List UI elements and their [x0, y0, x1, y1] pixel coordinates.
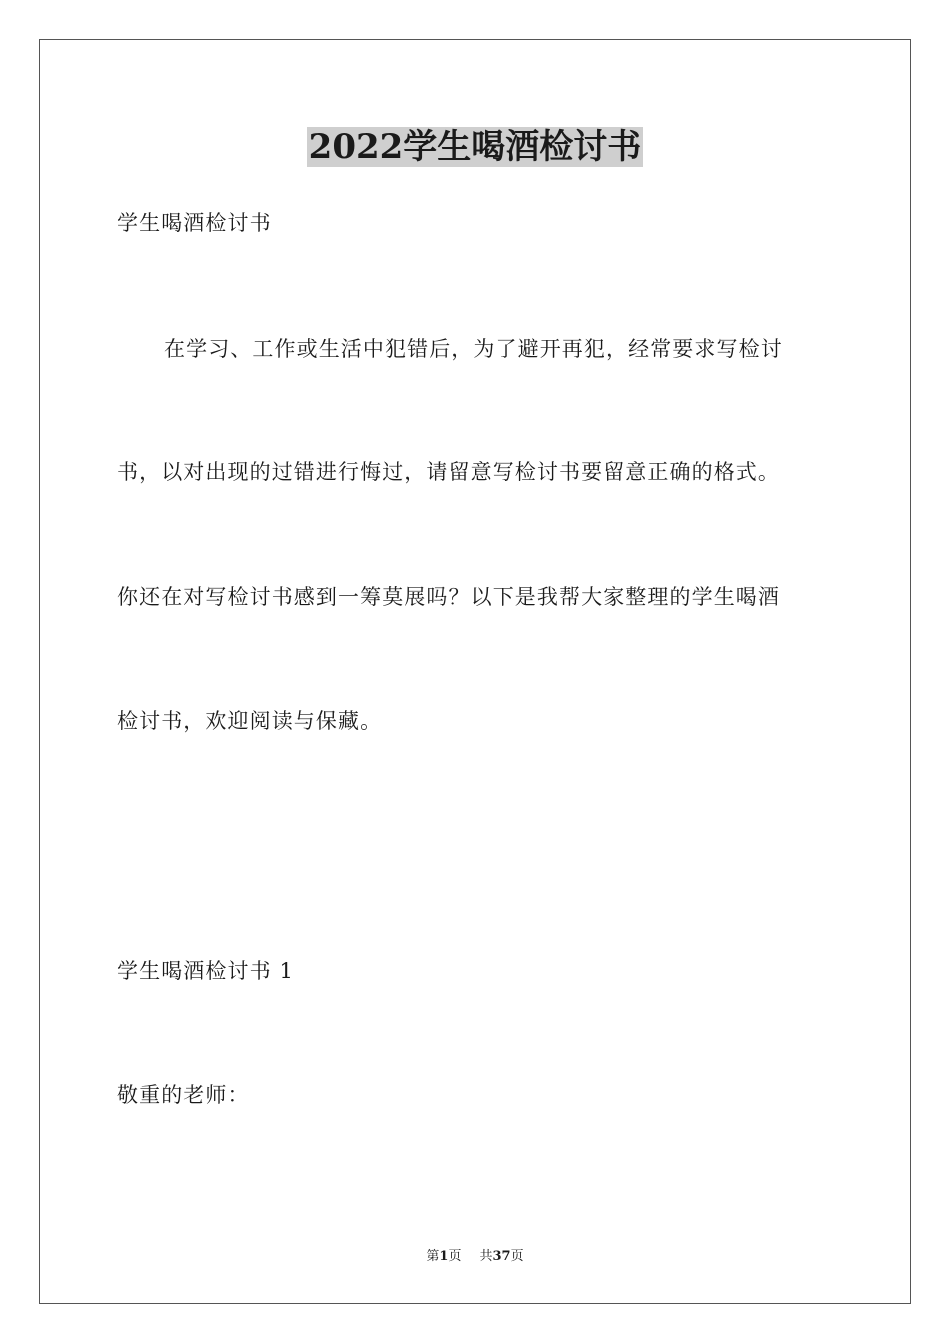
page-number-prefix: 第 [426, 1249, 440, 1264]
page-number-suffix: 页 [448, 1249, 462, 1264]
intro-paragraph-line-1: 在学习、工作或生活中犯错后，为了避开再犯，经常要求写检讨 [164, 337, 783, 361]
intro-paragraph-line-2: 书，以对出现的过错进行悔过，请留意写检讨书要留意正确的格式。 [117, 460, 780, 484]
page-number: 1 [439, 1249, 449, 1264]
section-heading: 学生喝酒检讨书 1 [117, 959, 294, 983]
salutation: 敬重的老师： [117, 1083, 250, 1107]
total-pages-suffix: 页 [510, 1249, 524, 1264]
document-title [0, 124, 950, 170]
document-title-text: 2022学生喝酒检讨书 [308, 127, 642, 167]
intro-paragraph-line-3: 你还在对写检讨书感到一筹莫展吗？以下是我帮大家整理的学生喝酒 [117, 585, 780, 609]
total-pages-prefix: 共 [479, 1249, 493, 1264]
document-subtitle: 学生喝酒检讨书 [117, 211, 272, 235]
total-pages: 37 [492, 1249, 511, 1264]
page-footer [0, 1248, 950, 1266]
intro-paragraph-line-4: 检讨书，欢迎阅读与保藏。 [117, 709, 383, 733]
